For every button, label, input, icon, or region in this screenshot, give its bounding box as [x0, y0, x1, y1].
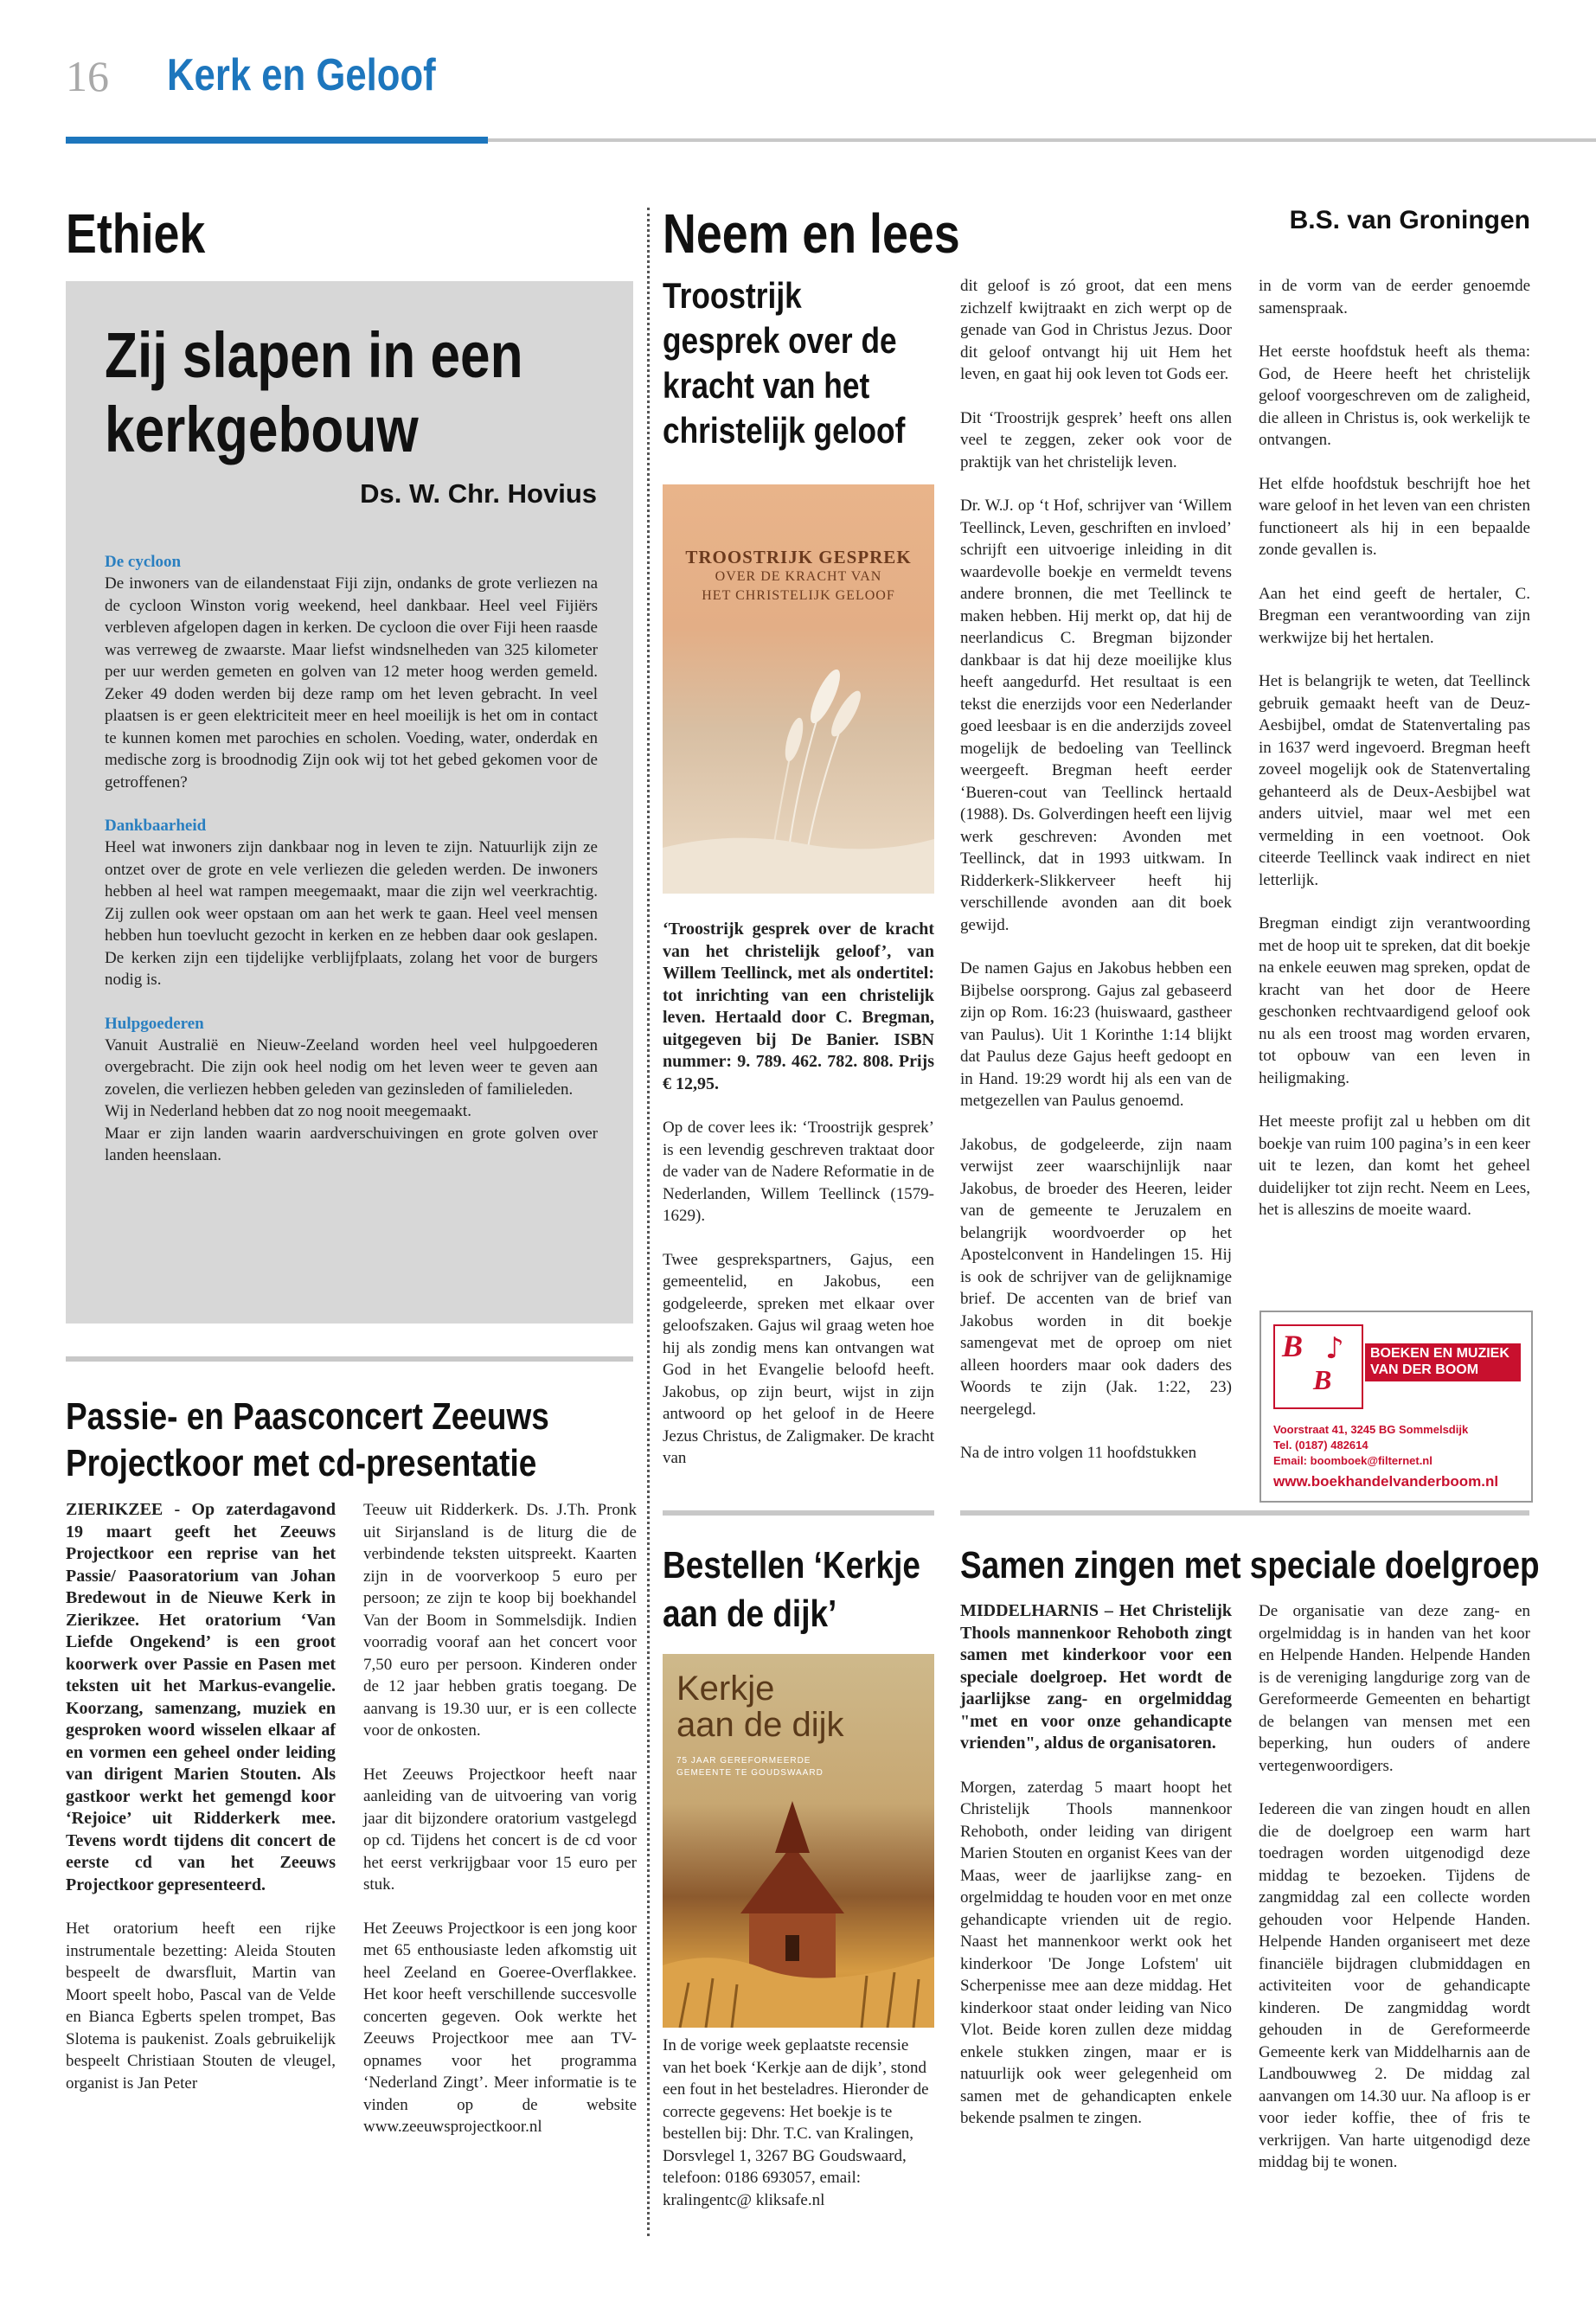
section-title: Kerk en Geloof	[167, 50, 436, 100]
paragraph: Het eerste hoofdstuk heeft als thema: God, de Heere heeft het christelijk geloof voorgeschreven om de zaligheid, die alleen in Christus is, ook werkelijk te ontvangen.	[1259, 343, 1530, 449]
paragraph: dit geloof is zó groot, dat een mens zichzelf kwijtraakt en zich werpt op de genade van God in Christus Jezus. Door dit geloof ontvangt hij uit Hem het leven, en gaat hij ook leven tot Gods eer.	[960, 277, 1232, 383]
neem-title-line2: gesprek over de	[663, 320, 897, 361]
book-cover-troostrijk	[663, 484, 934, 894]
book-cover-kerkje	[663, 1654, 934, 2028]
book-caption: ‘Troostrijk gesprek over de kracht van het christelijk geloof’, van Willem Teellinck, met als ondertitel: tot inrichting van een christelijk leven. Hertaald door C. Bregman, uitgegeven bij De Banier. ISBN nummer: 9. 789. 462. 782. 808. Prijs € 12,95.	[663, 920, 934, 1093]
passie-col2	[363, 1499, 637, 2160]
paragraph: Teeuw uit Ridderkerk. Ds. J.Th. Pronk uit Sirjansland is de liturg die de verbindende teksten uitspreekt. Kaarten zijn in de voorverkoop 5 euro per persoon; ze zijn te koop bij boekhandel Van der Boom in Sommelsdijk. Indien voorradig vooraf aan het concert voor 7,50 euro per persoon. Kinderen onder de 12 jaar hebben gratis toegang. De aanvang is 19.30 uur, er is een collecte voor de onkosten.	[363, 1501, 637, 1740]
passie-title-line2: Projectkoor met cd-presentatie	[66, 1442, 537, 1484]
neem-col2	[960, 275, 1232, 1486]
paragraph: Iedereen die van zingen houdt en allen die de doelgroep een warm hart toedragen worden uitgenodigd deze middag te bezoeken. Tijdens de zangmiddag zal een collecte worden gehouden voor Helpende Handen. Helpende Handen organiseert met deze financiële bijdragen clubmiddagen en activiteiten voor de gehandicapte kinderen. De zangmiddag wordt gehouden in de Gereformeerde Gemeente kerk van Middelharnis aan de Landbouwweg 2. De middag zal aanvangen om 14.30 uur. Na afloop is er voor ieder koffie, thee of fris te verkrijgen. Van harte uitgenodigd deze middag bij te wonen.	[1259, 1800, 1530, 2171]
paragraph: Na de intro volgen 11 hoofdstukken	[960, 1444, 1197, 1462]
cover-title-line3: HET CHRISTELIJK GELOOF	[702, 588, 895, 603]
book2-title: Kerkje	[676, 1670, 775, 1708]
passie-col1	[66, 1499, 336, 2116]
paragraph: Dit ‘Troostrijk gesprek’ heeft ons allen veel te zeggen, zeker ook voor de praktijk van het christelijk leven.	[960, 408, 1232, 471]
paragraph: Jakobus, de godgeleerde, zijn naam verwijst zeer waarschijnlijk naar Jakobus, de broeder des Heeren, leider van de gemeente te Jeruzalem en belangrijk woordvoerder op het Apostelconvent in Handelingen 15. Hij is ook de schrijver van de gelijknamige brief. De accenten van de brief van Jakobus worden in dit boekje samengevat met de oproep om niet alleen hoorders maar ook daders des Woords te zijn (Jak. 1:22, 23) neergelegd.	[960, 1135, 1232, 1419]
paragraph: Het Zeeuws Projectkoor heeft naar aanleiding van de uitvoering van vorig jaar dit bijzondere oratorium vastgelegd op cd. Tijdens het concert is de cd voor het eerst verkrijgbaar voor 15 euro per stuk.	[363, 1765, 637, 1894]
bestellen-title-line2: aan de dijk’	[663, 1593, 837, 1635]
ethiek-heading: Ethiek	[66, 202, 206, 265]
paragraph: De inwoners van de eilandenstaat Fiji zijn, ondanks de grote verliezen na de cycloon Winston vorig weekend, heel dankbaar. Heel veel Fijiërs verbleven afgelopen dagen in kerken. De cycloon die over Fiji heen raasde was verreweg de zwaarste. Maar liefst windsnelheden van 325 kilometer per uur werden gemeten en golven van 12 meter hoog werden gemeld. Zeker 49 doden werden bij deze ramp om het leven gebracht. In veel plaatsen is er geen elektriciteit meer en heel moeilijk is het om in contact te kunnen komen met parochies en scholen. Voeding, water, onderdak en medische zorg is broodnodig Zijn ook wij tot het gebed gekomen voor de getroffenen?	[105, 574, 598, 792]
ethiek-title-line1: Zij slapen in een	[105, 319, 523, 391]
paragraph: Aan het eind geeft de hertaler, C. Bregman een verantwoording van zijn werkwijze bij het hertalen.	[1259, 584, 1530, 647]
subheading-hulpgoederen: Hulpgoederen	[105, 1014, 204, 1033]
paragraph: Bregman eindigt zijn verantwoording met de hoop uit te spreken, dat dit boekje na enkele eeuwen mag spreken, opdat de kracht van het door de Heere geschonken rechtvaardigend geloof ook nu als een troost mag worden ervaren, tot opbouw van een leven in heiligmaking.	[1259, 914, 1530, 1087]
neem-col3	[1259, 275, 1530, 1243]
ad-name-bar	[1365, 1343, 1521, 1381]
subheading-dankbaarheid: Dankbaarheid	[105, 817, 207, 835]
paragraph: Maar er zijn landen waarin aardverschuivingen en grote golven over landen heenslaan.	[105, 1124, 598, 1164]
paragraph: De namen Gajus en Jakobus hebben een Bijbelse oorsprong. Gajus zal gebaseerd zijn op Rom. 16:23 (huiswaard, gastheer van Paulus). Uit 1 Korinthe 1:14 blijkt dat Paulus deze Gajus heeft gedoopt en in Hand. 19:29 wordt hij als een van de metgezellen van Paulus genoemd.	[960, 959, 1232, 1110]
bestellen-body	[663, 2035, 934, 2211]
paragraph: De organisatie van deze zang- en orgelmiddag is in handen van het koor en Helpende Handen. Helpende Handen is de vereniging langdurige zorg van de Gereformeerde Gemeenten en behartigt de belangen van mensen met een beperking, hun ouders of andere vertegenwoordigers.	[1259, 1602, 1530, 1775]
subheading-cycloon: De cycloon	[105, 553, 182, 571]
page-number: 16	[66, 52, 109, 100]
church-image	[663, 1784, 934, 2028]
neem-title-line4: christelijk geloof	[663, 410, 906, 451]
paragraph: Het meeste profijt zal u hebben om dit boekje van ruim 100 pagina’s in een keer uit te lezen, dan komt het geheel duidelijker tot zijn recht. Neem en Lees, het is alleszins de moeite waard.	[1259, 1112, 1530, 1219]
divider	[663, 1510, 934, 1516]
paragraph: Wij in Nederland hebben dat zo nog nooit meegemaakt.	[105, 1102, 471, 1120]
cover-title-line1: TROOSTRIJK GESPREK	[685, 547, 912, 567]
ad-email: Email: boomboek@filternet.nl	[1273, 1454, 1433, 1467]
ad-shop-name: VAN DER BOOM	[1370, 1362, 1479, 1377]
ad-website[interactable]: www.boekhandelvanderboom.nl	[1273, 1473, 1499, 1490]
header-rule	[66, 137, 488, 144]
neem-title-line3: kracht van het	[663, 365, 870, 406]
ethiek-title-line2: kerkgebouw	[105, 394, 419, 465]
paragraph: Het is belangrijk te weten, dat Teellinck gebruik gemaakt heeft van de Deuz-Aesbijbel, omdat de Statenvertaling pas in 1637 werd ingevoerd. Bregman heeft zoveel mogelijk ook de Statenvertaling gehanteerd als de Deux-Aesbijbel wat anders uitviel, maar wel met een vermelding in een voetnoot. Ook citeerde Teellinck vaak indirect en niet letterlijk.	[1259, 672, 1530, 889]
ad-logo-letter: B	[1282, 1329, 1304, 1363]
lead-paragraph: MIDDELHARNIS – Het Christelijk Thools mannenkoor Rehoboth zingt samen met kinderkoor voor een speciale doelgroep. Het wordt de jaarlijkse zang- en orgelmiddag "met en voor onze gehandicapte vrienden", aldus de organisatoren.	[960, 1601, 1232, 1753]
ad-shop-name: BOEKEN EN MUZIEK	[1370, 1346, 1509, 1361]
lead-paragraph: ZIERIKZEE - Op zaterdagavond 19 maart geeft het Zeeuws Projectkoor een reprise van het Passie/ Paasoratorium van Johan Bredewout in de Nieuwe Kerk in Zierikzee. Het oratorium ‘Van Liefde Ongekend’ is een groot koorwerk over Passie en Pasen met teksten uit het Markus-evangelie. Koorzang, samenzang, muziek en gesproken woord wisselen elkaar af en vormen een geheel onder leiding van dirigent Marien Stouten. Als gastkoor werkt het gemengd koor ‘Rejoice’ uit Ridderkerk mee. Tevens wordt tijdens dit concert de eerste cd van het Zeeuws Projectkoor gepresenteerd.	[66, 1500, 336, 1894]
book2-subtitle: GEMEENTE TE GOUDSWAARD	[676, 1768, 824, 1778]
bookshop-ad	[1259, 1311, 1533, 1503]
neem-author: B.S. van Groningen	[1289, 206, 1530, 234]
ad-logo-letter: B	[1313, 1364, 1332, 1395]
divider	[66, 1356, 633, 1362]
paragraph: Twee gesprekspartners, Gajus, een gemeentelid, en Jakobus, een godgeleerde, spreken met elkaar over geloofszaken. Gajus wil graag weten hoe hij als zondig mens kan ontvangen wat God in het Evangelie beloofd heeft. Jakobus, op zijn beurt, wijst in zijn antwoord op het geloof in de Heere Jezus Christus, de Zaligmaker. De kracht van	[663, 1250, 934, 1467]
ethiek-box	[66, 281, 633, 1324]
samen-title: Samen zingen met speciale doelgroep	[960, 1544, 1540, 1586]
book2-title: aan de dijk	[676, 1706, 844, 1744]
neem-title-line1: Troostrijk	[663, 275, 802, 316]
ethiek-body	[105, 551, 598, 1167]
reed-grass-image	[663, 623, 934, 894]
bestellen-title-line1: Bestellen ‘Kerkje	[663, 1544, 920, 1586]
samen-col1	[960, 1600, 1232, 2151]
header-rule-gray	[488, 138, 1596, 142]
passie-title-line1: Passie- en Paasconcert Zeeuws	[66, 1395, 549, 1438]
samen-col2	[1259, 1600, 1530, 2195]
ad-logo	[1273, 1324, 1363, 1409]
paragraph: Heel wat inwoners zijn dankbaar nog in leven te zijn. Natuurlijk zijn ze ontzet over de grote en vele verliezen die geleden werden. De inwoners hebben al heel wat rampen meegemaakt, maar die zijn wel veerkrachtig. Zij zullen ook weer opstaan om aan het werk te gaan. Heel veel mensen hebben hun toevlucht gezocht in kerken en ze hebben daar ook geslapen. De kerken zijn een tijdelijke verblijfplaats, zolang het voor de burgers nodig is.	[105, 838, 598, 989]
neem-col1	[663, 919, 934, 1491]
ad-phone: Tel. (0187) 482614	[1273, 1439, 1368, 1452]
neem-heading: Neem en lees	[663, 202, 960, 265]
ad-address: Voorstraat 41, 3245 BG Sommelsdijk	[1273, 1423, 1469, 1436]
music-note-icon: ♪	[1325, 1331, 1344, 1366]
paragraph: Dr. W.J. op ‘t Hof, schrijver van ‘Willem Teellinck, Leven, geschriften en invloed’ schrijft een uitvoerige inleiding in dit waardevolle boekje en vermeldt tevens andere bronnen, die met Teellinck te maken hebben. Hij merkt op, dat hij de neerlandicus C. Bregman bijzonder dankbaar is dat hij deze moeilijke klus heeft aangedurfd. Het resultaat is een tekst die enerzijds voor een Nederlander goed leesbaar is en die anderzijds zoveel mogelijk de bedoeling van Teellinck weergeeft. Bregman heeft eerder ‘Bueren-cout van Teellinck hertaald (1988). Ds. Golverdingen heeft een lijvig werk geschreven: Avonden met Teellinck, dat in 1993 uitkwam. In Ridderkerk-Slikkerveer heeft hij verschillende avonden aan dit boek gewijd.	[960, 497, 1232, 934]
paragraph: Het Zeeuws Projectkoor is een jong koor met 65 enthousiaste leden afkomstig uit heel Zeeland en Goeree-Overflakkee. Het koor heeft verschillende succesvolle concerten gegeven. Ook werkte het Zeeuws Projectkoor mee aan TV-opnames voor het programma ‘Nederland Zingt’. Meer informatie is te vinden op de website www.zeeuwsprojectkoor.nl	[363, 1919, 637, 2136]
paragraph: Op de cover lees ik: ‘Troostrijk gesprek’ is een levendig geschreven traktaat door de vader van de Nadere Reformatie in de Nederlanden, Willem Teellinck (1579-1629).	[663, 1118, 934, 1225]
divider	[960, 1510, 1529, 1516]
column-separator	[647, 208, 650, 2236]
paragraph: Het oratorium heeft een rijke instrumentale bezetting: Aleida Stouten bespeelt de dwarsfluit, Martin van Moort speelt hobo, Pascal van de Velde en Bianca Egberts spelen trompet, Bas Slotema is paukenist. Zoals gebruikelijk bespeelt Christiaan Stouten de vleugel, organist is Jan Peter	[66, 1920, 336, 2093]
paragraph: Morgen, zaterdag 5 maart hoopt het Christelijk Thools mannenkoor Rehoboth, onder leiding van dirigent Marien Stouten en organist Kees van der Maas, weer de jaarlijkse zang- en orgelmiddag te houden voor en met onze gehandicapte vrienden uit de regio. Naast het mannenkoor werkt ook het kinderkoor 'De Jonge Lofstem' uit Scherpenisse mee aan deze middag. Het kinderkoor staat onder leiding van Nico Vlot. Beide koren zullen deze middag enkele stukken zingen, maar er is natuurlijk ook weer gelegenheid om samen met de gehandicapten enkele bekende psalmen te zingen.	[960, 1778, 1232, 2127]
paragraph: In de vorige week geplaatste recensie van het boek ‘Kerkje aan de dijk’, stond een fout in het besteladres. Hieronder de correcte gegevens: Het boekje is te bestellen bij: Dhr. T.C. van Kralingen, Dorsvlegel 1, 3267 BG Goudswaard, telefoon: 0186 693057, email: kralingentc@ kliksafe.nl	[663, 2036, 929, 2209]
cover-title-line2: OVER DE KRACHT VAN	[715, 569, 882, 584]
paragraph: Vanuit Australië en Nieuw-Zeeland worden heel veel hulpgoederen overgebracht. Die zijn ook heel nodig om het leven weer te geven aan zovelen, die verliezen hebben geleden van gezinsleden of familieleden.	[105, 1035, 598, 1099]
ethiek-author: Ds. W. Chr. Hovius	[360, 478, 597, 509]
paragraph: Het elfde hoofdstuk beschrijft hoe het ware geloof in het leven van een christen functioneert als hij in een bepaalde zonde gevallen is.	[1259, 474, 1530, 559]
paragraph: in de vorm van de eerder genoemde samenspraak.	[1259, 277, 1530, 317]
book2-subtitle: 75 JAAR GEREFORMEERDE	[676, 1756, 811, 1766]
